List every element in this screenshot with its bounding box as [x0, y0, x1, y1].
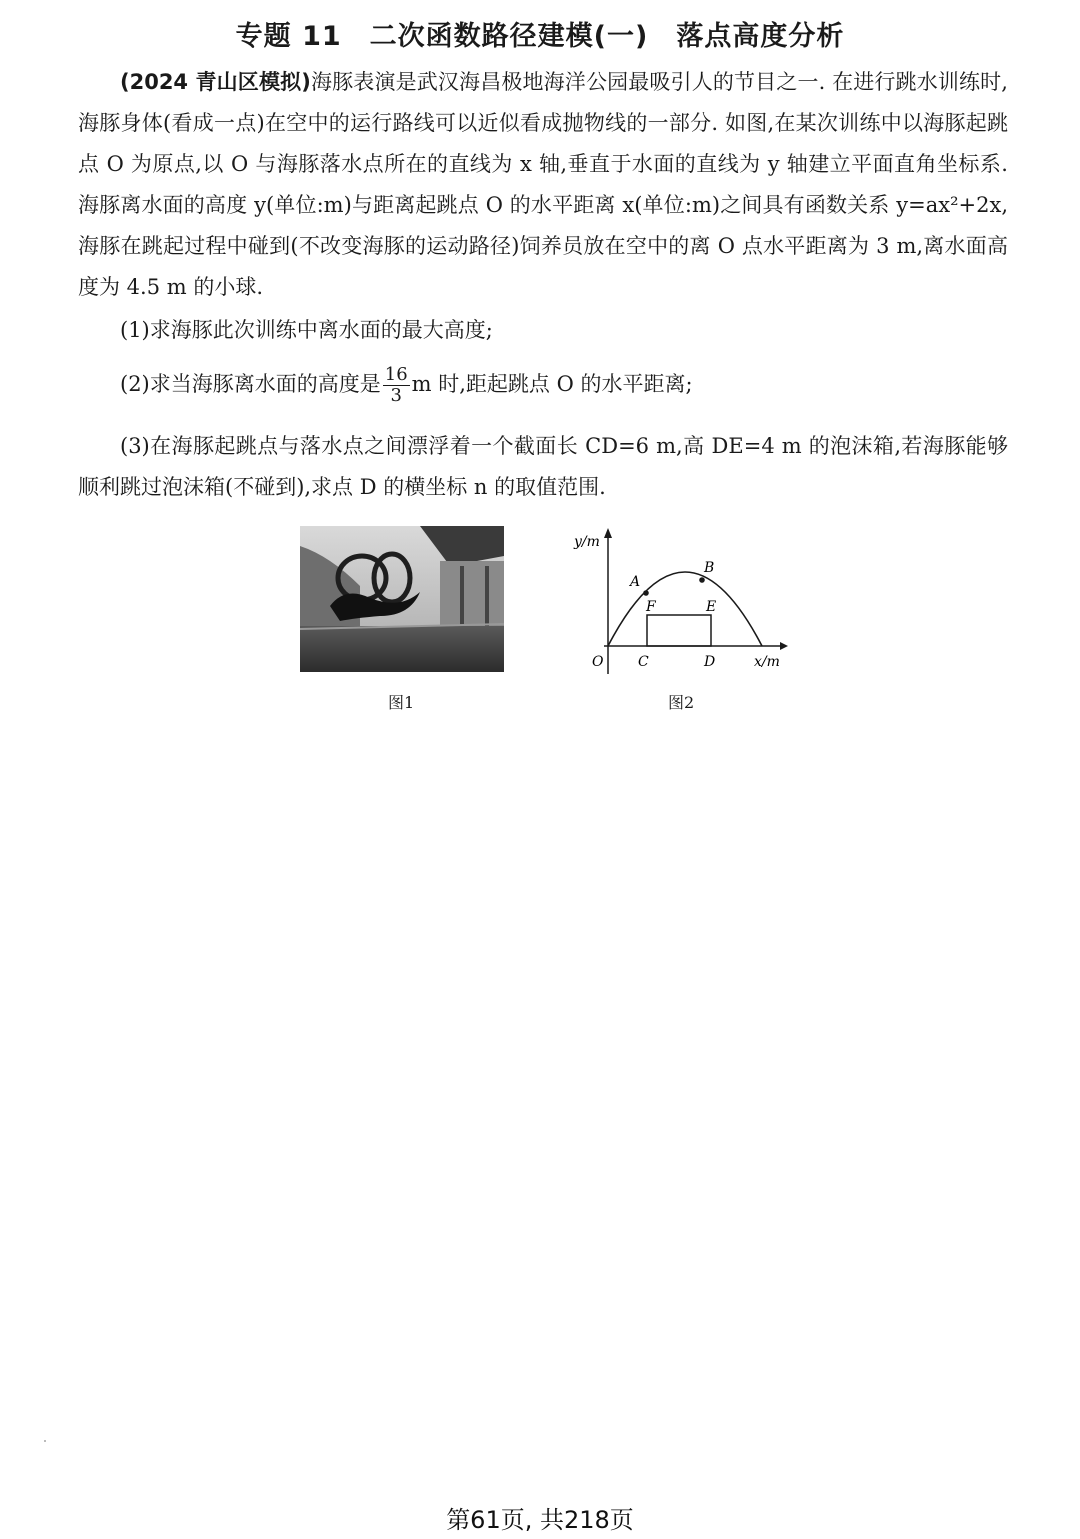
foam-box — [647, 615, 711, 646]
question-3: (3)在海豚起跳点与落水点之间漂浮着一个截面长 CD=6 m,高 DE=4 m 的泡沫箱,若海豚能够顺利跳过泡沫箱(不碰到),求点 D 的横坐标 n 的取值范围. — [78, 434, 1008, 499]
page-footer: 第61页, 共218页 — [446, 1506, 634, 1534]
x-axis-arrow-icon — [780, 642, 788, 650]
label-a: A — [630, 574, 641, 590]
fraction-numerator: 16 — [384, 364, 408, 385]
label-b: B — [704, 560, 715, 576]
origin-label: O — [592, 654, 604, 670]
fraction-denominator: 3 — [390, 385, 402, 406]
point-a — [643, 590, 649, 596]
y-axis-label: y/m — [574, 534, 600, 550]
x-axis-label: x/m — [754, 654, 780, 670]
parabola-diagram — [568, 526, 788, 676]
question-2-after: m 时,距起跳点 O 的水平距离; — [411, 372, 693, 396]
problem-source: (2024 青山区模拟) — [120, 70, 311, 94]
question-2 — [120, 364, 693, 406]
label-d: D — [704, 654, 716, 670]
label-e: E — [706, 599, 717, 615]
scan-speck — [44, 1440, 46, 1442]
figure-2-caption: 图2 — [668, 693, 695, 712]
intro-text: 海豚表演是武汉海昌极地海洋公园最吸引人的节目之一. 在进行跳水训练时,海豚身体(看成一点)在空中的运行路线可以近似看成抛物线的一部分. 如图,在某次训练中以海豚起跳点 O 为原点,以 O 与海豚落水点所在的直线为 x 轴,垂直于水面的直线为 y 轴建立平面直角坐标系. 海豚离水面的高度 y(单位:m)与距离起跳点 O 的水平距离 x(单位:m)之间具有函数关系 y=ax²+2x,海豚在跳起过程中碰到(不改变海豚的运动路径)饲养员放在空中的离 O 点水平距离为 3 m,离水面高度为 4.5 m 的小球. — [78, 70, 1008, 299]
question-1: (1)求海豚此次训练中离水面的最大高度; — [120, 318, 493, 342]
label-f: F — [646, 599, 656, 615]
problem-intro — [78, 62, 1008, 308]
y-axis-arrow-icon — [604, 528, 612, 538]
label-c: C — [638, 654, 649, 670]
dolphin-photo — [300, 526, 504, 672]
question-2-before: (2)求当海豚离水面的高度是 — [120, 372, 381, 396]
page-title: 专题 11 二次函数路径建模(一) 落点高度分析 — [235, 21, 845, 52]
figure-1-caption: 图1 — [388, 693, 415, 712]
point-b — [699, 577, 705, 583]
fraction — [383, 365, 410, 406]
